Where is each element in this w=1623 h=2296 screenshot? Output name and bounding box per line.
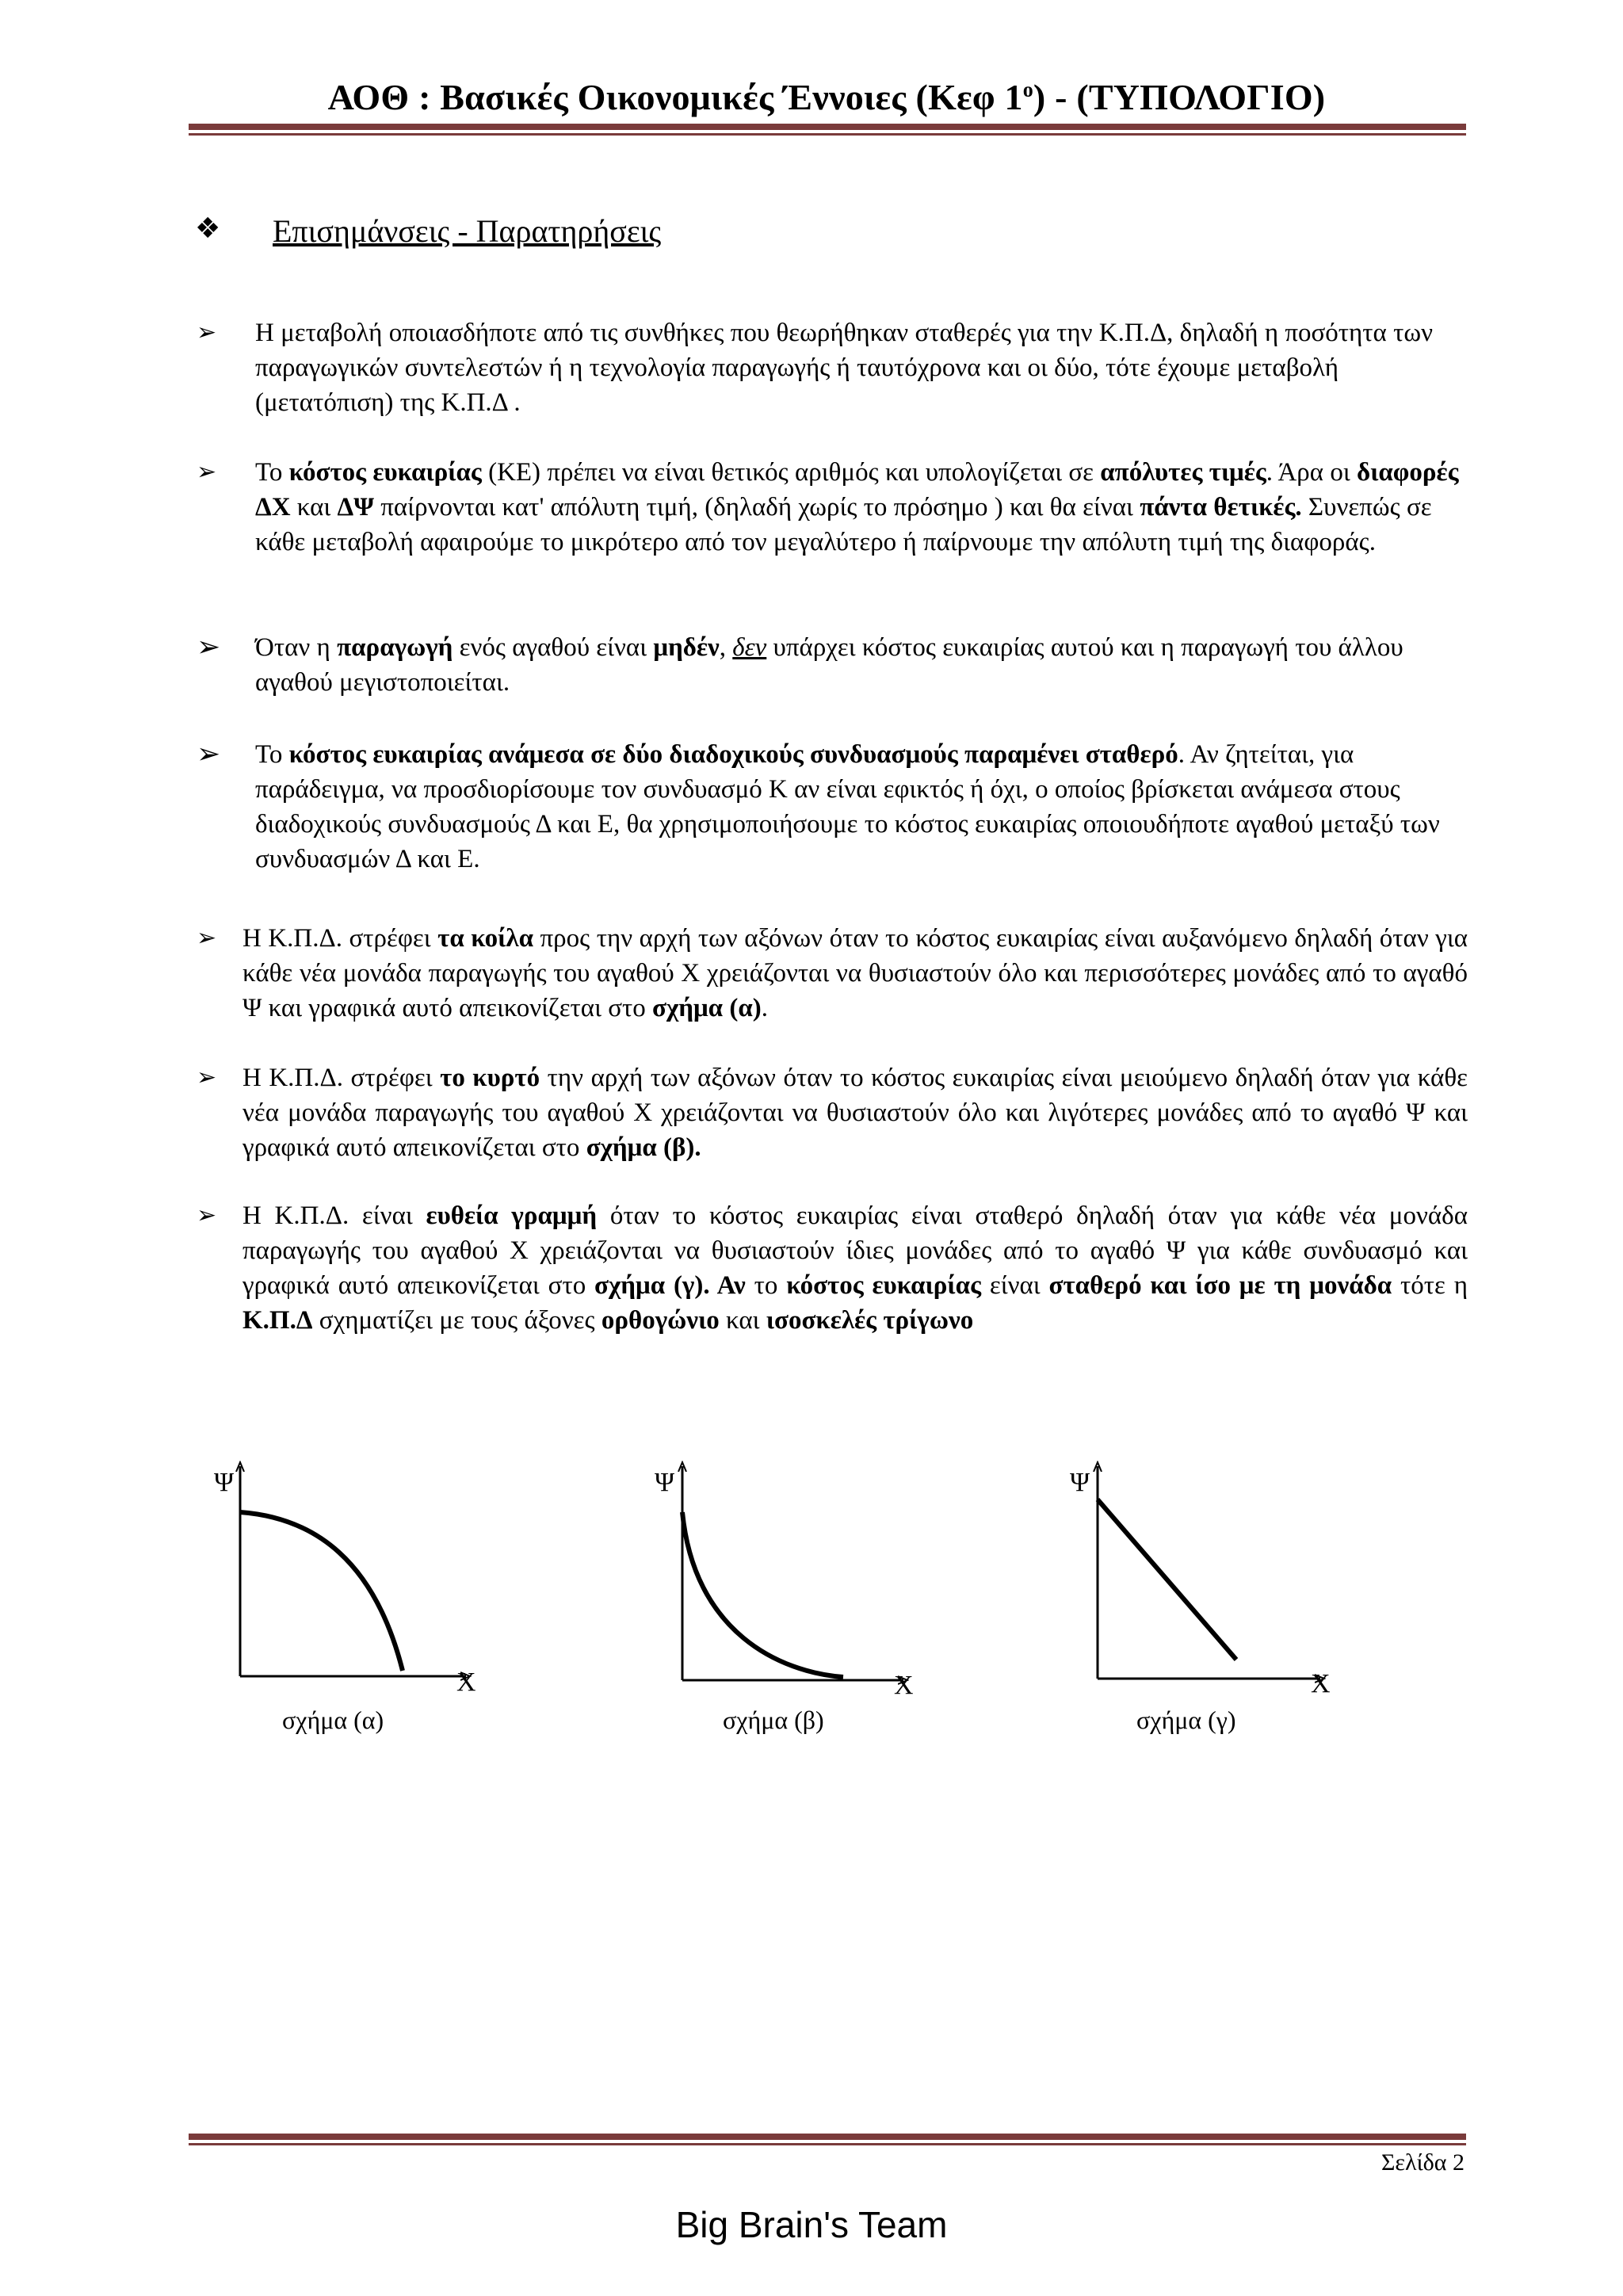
- point-7-text: Η Κ.Π.Δ. είναι ευθεία γραμμή όταν το κόστος ευκαιρίας είναι σταθερό δηλαδή όταν για κάθε νέα μονάδα παραγωγής του αγαθού Χ χρειάζονται να θυσιαστούν ίδιες μονάδες από το αγαθό Ψ για κάθε συνδυασμό και γραφικά αυτό απεικονίζεται στο σχήμα (γ). Αν το κόστος ευκαιρίας είναι σταθερό και ίσο με τη μονάδα τότε η Κ.Π.Δ σχηματίζει με τους άξονες ορθογώνιο και ισοσκελές τρίγωνο: [242, 1201, 1468, 1335]
- header-rule: [189, 124, 1466, 136]
- point-2-text: Το κόστος ευκαιρίας (ΚΕ) πρέπει να είναι θετικός αριθμός και υπολογίζεται σε απόλυτες τιμές. Άρα οι διαφορές ΔΧ και ΔΨ παίρνονται κατ' απόλυτη τιμή, (δηλαδή χωρίς το πρόσημο ) και θα είναι πάντα θετικές. Συνεπώς σε κάθε μεταβολή αφαιρούμε το μικρότερο από τον μεγαλύτερο ή παίρνουμε την απόλυτη τιμή της διαφοράς.: [255, 458, 1459, 556]
- point-6-text: Η Κ.Π.Δ. στρέφει το κυρτό την αρχή των αξόνων όταν το κόστος ευκαιρίας είναι μειούμενο δηλαδή όταν για κάθε νέα μονάδα παραγωγής του αγαθού Χ χρειάζονται να θυσιαστούν όλο και λιγότερες μονάδες από το αγαθό Ψ και γραφικά αυτό απεικονίζεται στο σχήμα (β).: [242, 1064, 1468, 1162]
- ppf-concave-curve: [240, 1512, 403, 1671]
- page-number: Σελίδα 2: [1381, 2149, 1465, 2176]
- diamond-bullet-icon: ❖: [195, 212, 221, 245]
- header-title-end: ) - (ΤΥΠΟΛΟΓΙΟ): [1033, 77, 1326, 117]
- figure-b: [645, 1458, 962, 1759]
- footer-rule: [189, 2134, 1466, 2145]
- x-axis-label: Χ: [1311, 1669, 1331, 1698]
- ppf-straight-line: [1098, 1499, 1236, 1660]
- ppf-convex-curve: [682, 1512, 843, 1677]
- x-axis-label: Χ: [456, 1668, 476, 1697]
- header-title-main: ΑΟΘ : Βασικές Οικονομικές Έννοιες (Κεφ 1: [327, 77, 1023, 117]
- header-title-superscript: ο: [1022, 78, 1033, 101]
- y-axis-label: Ψ: [1070, 1468, 1090, 1497]
- figure-a-caption: σχήμα (α): [282, 1706, 384, 1734]
- y-axis-label: Ψ: [655, 1468, 675, 1497]
- arrow-bullet-icon: ➢: [197, 1201, 217, 1229]
- figure-a: [204, 1458, 521, 1759]
- point-4-text: Το κόστος ευκαιρίας ανάμεσα σε δύο διαδοχικούς συνδυασμούς παραμένει σταθερό. Αν ζητείται, για παράδειγμα, να προσδιορίσουμε τον συνδυασμό Κ αν είναι εφικτός ή όχι, ο οποίος βρίσκεται ανάμεσα στους διαδοχικούς συνδυασμούς Δ και Ε, θα χρησιμοποιήσουμε το κόστος ευκαιρίας οποιουδήποτε αγαθού μεταξύ των συνδυασμών Δ και Ε.: [255, 740, 1440, 873]
- figure-c-caption: σχήμα (γ): [1136, 1706, 1236, 1734]
- point-5-text: Η Κ.Π.Δ. στρέφει τα κοίλα προς την αρχή των αξόνων όταν το κόστος ευκαιρίας είναι αυξανόμενο δηλαδή όταν για κάθε νέα μονάδα παραγωγής του αγαθού Χ χρειάζονται να θυσιαστούν όλο και περισσότερες μονάδες από το αγαθό Ψ και γραφικά αυτό απεικονίζεται στο σχήμα (α).: [242, 924, 1468, 1022]
- point-1-text: Η μεταβολή οποιασδήποτε από τις συνθήκες που θεωρήθηκαν σταθερές για την Κ.Π.Δ, δηλαδή η ποσότητα των παραγωγικών συντελεστών ή η τεχνολογία παραγωγής ή ταυτόχρονα και οι δύο, τότε έχουμε μεταβολή (μετατόπιση) της Κ.Π.Δ .: [255, 319, 1433, 417]
- arrow-bullet-icon: ➢: [197, 631, 221, 663]
- section-heading-text: Επισημάνσεις - Παρατηρήσεις: [273, 213, 662, 249]
- page-header-title: [189, 76, 1465, 118]
- arrow-bullet-icon: ➢: [197, 738, 221, 770]
- arrow-bullet-icon: ➢: [197, 1064, 217, 1091]
- figure-c: [1060, 1458, 1377, 1759]
- arrow-bullet-icon: ➢: [197, 319, 217, 346]
- point-3-text: Όταν η παραγωγή ενός αγαθού είναι μηδέν, δεν υπάρχει κόστος ευκαιρίας αυτού και η παραγωγή του άλλου αγαθού μεγιστοποιείται.: [255, 633, 1403, 697]
- footer-team-name: Big Brain's Team: [675, 2204, 948, 2245]
- arrow-bullet-icon: ➢: [197, 458, 217, 486]
- arrow-bullet-icon: ➢: [197, 924, 217, 952]
- figure-b-caption: σχήμα (β): [723, 1706, 824, 1734]
- y-axis-label: Ψ: [214, 1468, 235, 1497]
- x-axis-label: Χ: [894, 1671, 914, 1700]
